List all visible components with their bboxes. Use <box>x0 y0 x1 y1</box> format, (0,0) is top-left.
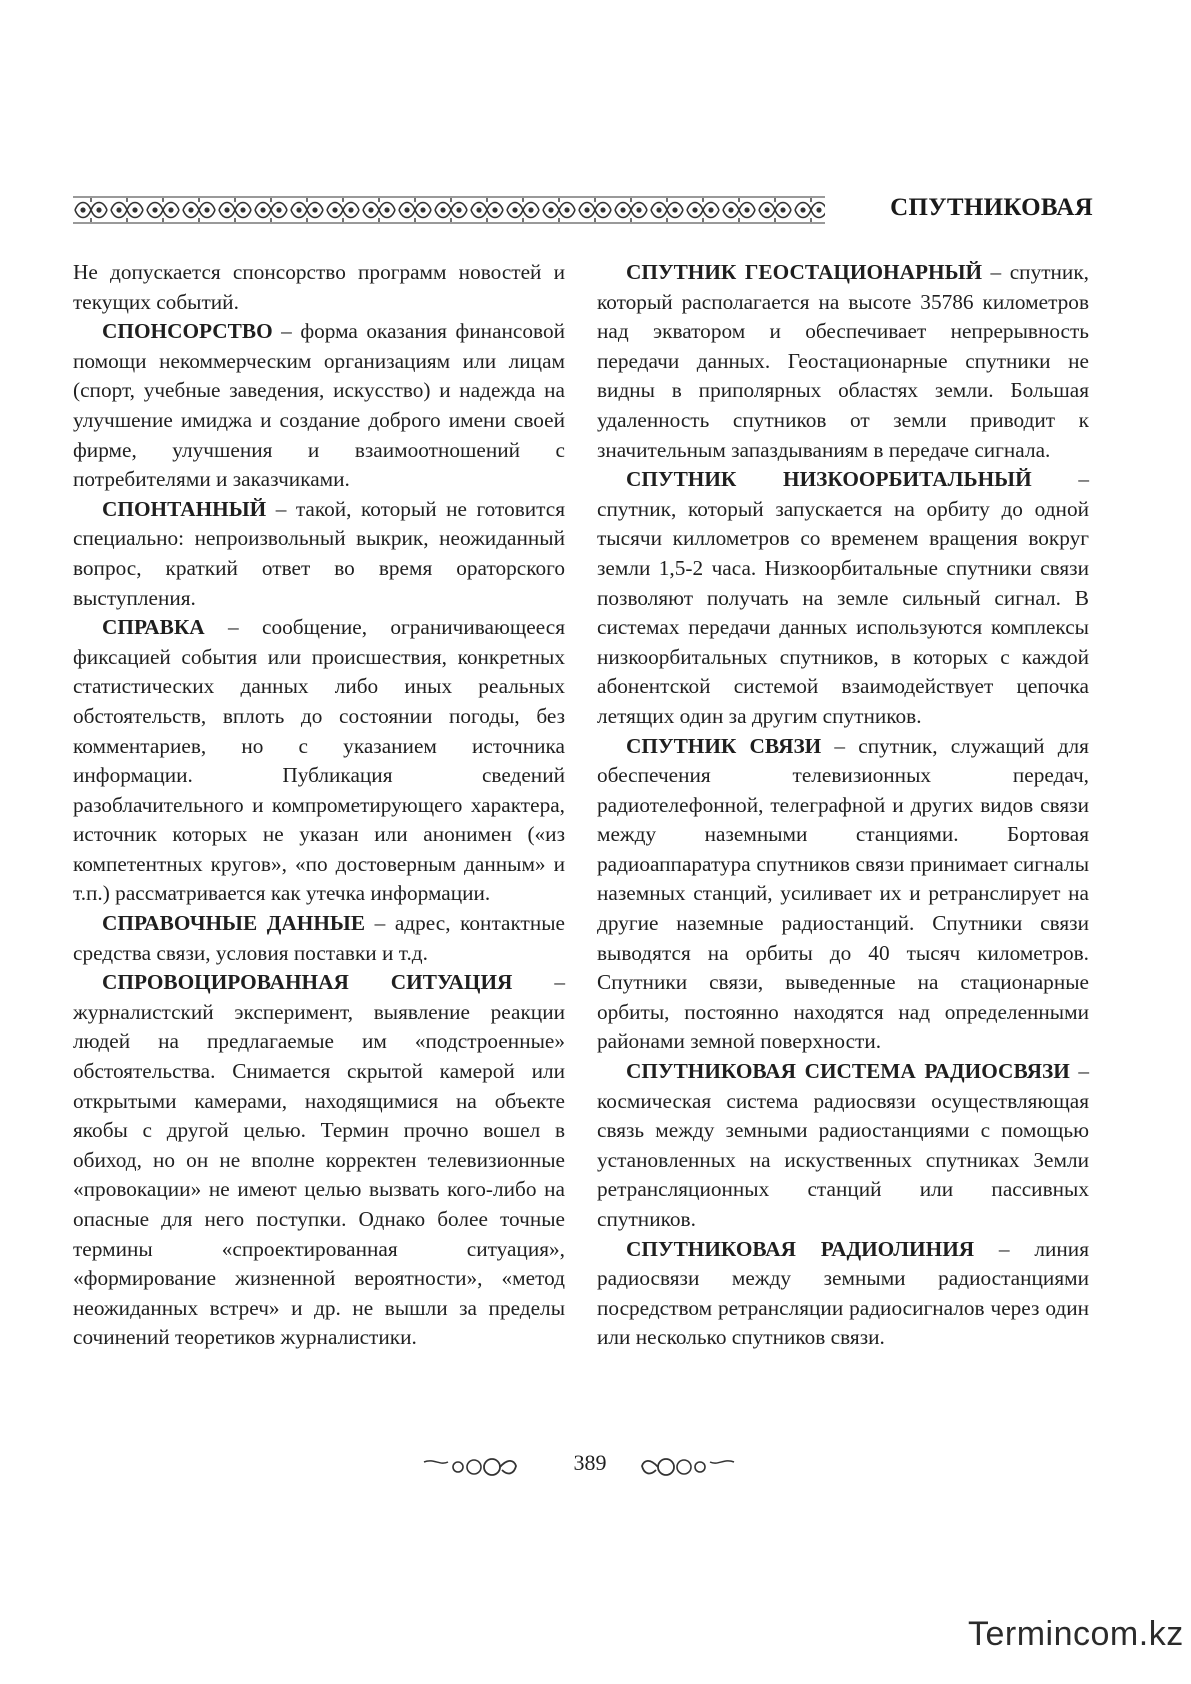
entry-sputnik-geostatsionarnyy <box>597 258 1089 465</box>
entry-definition: – спутник, который располагается на высоте 35786 километров над экватором и обеспечивает непрерывность передачи данных. Геостационарные спутники не видны в приполярных областях земли. Большая удаленность спутников от земли приводит к значительным запаздываниям в передаче сигнала. <box>597 260 1089 462</box>
entry-sputnikovaya-radioliniya <box>597 1235 1089 1353</box>
continued-paragraph: Не допускается спонсорство программ новостей и текущих событий. <box>73 260 565 314</box>
entry-spontannyy <box>73 495 565 613</box>
page-number: 389 <box>573 1450 607 1475</box>
entry-sprovotsirovannaya-situatsiya <box>73 968 565 1353</box>
entry-sputnik-nizkoorbitalnyy <box>597 465 1089 731</box>
entry-definition: – спутник, который запускается на орбиту до одной тысячи киллометров со временем вращения вокруг земли 1,5-2 часа. Низкоорбитальные спутники связи позволяют получать на земле сильный сигнал. В системах передачи данных используются комплексы низкоорбитальных спутников, в которых с каждой абонентской системой взаимодействует цепочка летящих один за другим спутников. <box>597 467 1089 728</box>
entry-definition: – такой, который не готовится специально: непроизвольный выкрик, неожиданный вопрос, краткий ответ во время ораторского выступления. <box>73 496 565 610</box>
entry-definition: – сообщение, ограничивающееся фиксацией события или происшествия, конкретных статистических данных либо иных реальных обстоятельств, вплоть до состоянии погоды, без комментариев, но с указанием источника информации. Публикация сведений разоблачительного и компрометирующего характера, источник которых не указан или анонимен («из компетентных кругов», «по достоверным данным» и т.п.) рассматривается как утечка информации. <box>73 615 565 906</box>
right-column <box>597 258 1089 1353</box>
entry-term: СПУТНИКОВАЯ РАДИОЛИНИЯ <box>626 1236 975 1261</box>
entry-term: СПУТНИК ГЕОСТАЦИОНАРНЫЙ <box>626 260 983 284</box>
entry-sputnikovaya-sistema-radiosvyazi <box>597 1057 1089 1235</box>
entry-definition: – спутник, служащий для обеспечения телевизионных передач, радиотелефонной, телеграфной и других видов связи между наземными станциями. Бортовая радиоаппаратура спутников связи принимает сигналы наземных станций, усиливает их и ретранслирует на другие наземные радиостанций. Спутники связи выводятся на орбиты до 40 тысяч километров. Спутники связи, выведенные на стационарные орбиты, постоянно находятся над определенными районами земной поверхности. <box>597 733 1089 1054</box>
entry-sponsorstvo <box>73 317 565 495</box>
page-footer <box>420 1450 760 1484</box>
entry-sputnik-svyazi <box>597 732 1089 1058</box>
entry-term: СПУТНИКОВАЯ СИСТЕМА РАДИОСВЯЗИ <box>626 1059 1070 1084</box>
entry-term: СПРОВОЦИРОВАННАЯ СИТУАЦИЯ <box>102 970 513 995</box>
entry-definition: – адрес, контактные средства связи, условия поставки и т.д. <box>73 911 565 965</box>
entry-term: СПУТНИК СВЯЗИ <box>626 733 822 758</box>
page-header <box>73 188 1093 230</box>
left-column <box>73 258 565 1353</box>
entry-definition: – форма оказания финансовой помощи некоммерческим организациям или лицам (спорт, учебные заведения, искусство) и надежда на улучшение имиджа и создание доброго имени своей фирме, улучшения и взаимоотношений с потребителями и заказчиками. <box>73 319 565 492</box>
entry-term: СПРАВОЧНЫЕ ДАННЫЕ <box>102 911 366 936</box>
entry-definition: – космическая система радиосвязи осуществляющая связь между земными радиостанциями с помощью установленных на искуственных спутниках Земли ретрансляционных станций или пассивных спутников. <box>597 1059 1089 1231</box>
entry-definition: – линия радиосвязи между земными радиостанциями посредством ретрансляции радиосигналов через один или несколько спутников связи. <box>597 1236 1089 1350</box>
ornament-band-icon <box>73 196 825 224</box>
entry-spravochnye-dannye <box>73 909 565 968</box>
footer-ornament-left-icon <box>420 1454 520 1480</box>
entry-term: СПОНТАННЫЙ <box>102 496 267 521</box>
entry-term: СПОНСОРСТВО <box>102 319 273 344</box>
entry-term: СПРАВКА <box>102 615 205 640</box>
running-head: СПУТНИКОВАЯ <box>890 194 1093 221</box>
footer-ornament-right-icon <box>638 1454 738 1480</box>
termincom-logo: Termincom.kz <box>968 1615 1184 1653</box>
entry-definition: – журналистский эксперимент, выявление реакции людей на предлагаемые им «подстроенные» обстоятельства. Снимается скрытой камерой или открытыми камерами, находящимися на объекте якобы с другой целью. Термин прочно вошел в обиход, но он не вполне корректен телевизионные «провокации» не имеют целью вызвать кого-либо на опасные для него поступки. Однако более точные термины «спроектированная ситуация», «формирование жизненной вероятности», «метод неожиданных встреч» и др. не вышли за пределы сочинений теоретиков журналистики. <box>73 970 565 1350</box>
entry-term: СПУТНИК НИЗКООРБИТАЛЬНЫЙ <box>626 467 1032 492</box>
entry-spravka <box>73 613 565 909</box>
